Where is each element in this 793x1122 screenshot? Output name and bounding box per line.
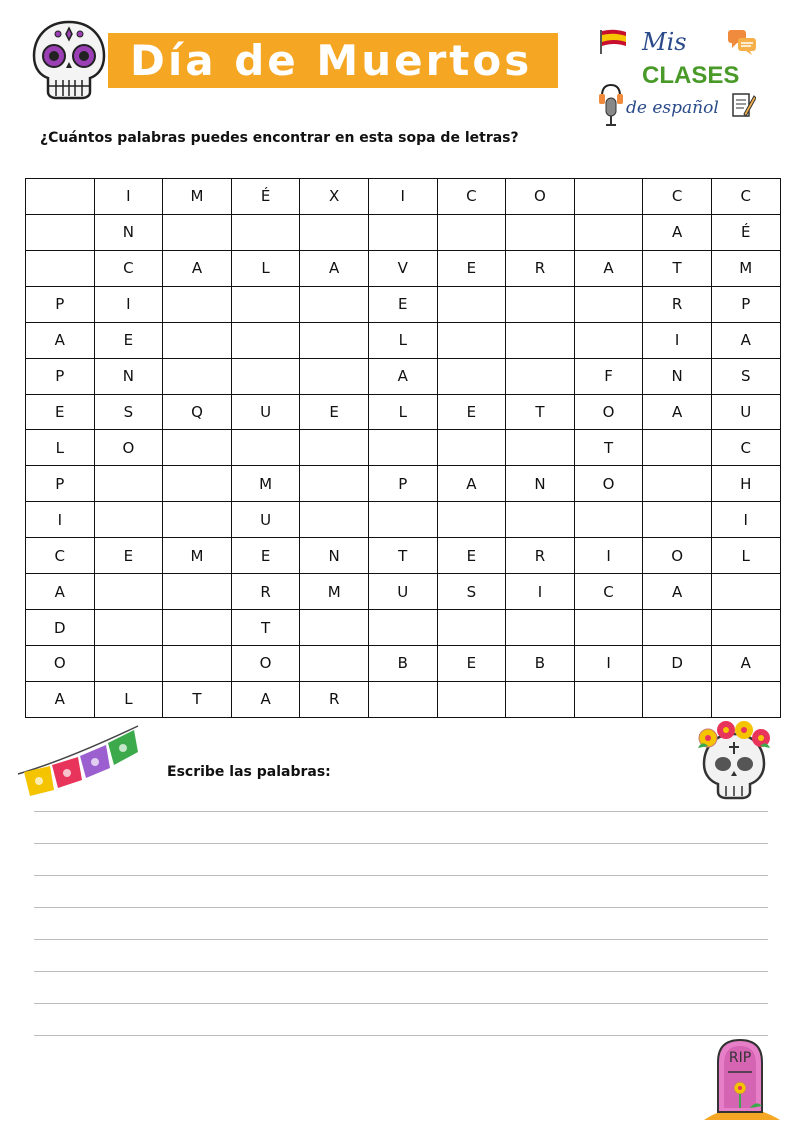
grid-cell bbox=[506, 286, 575, 322]
grid-row bbox=[26, 645, 781, 681]
grid-cell bbox=[643, 681, 712, 717]
grid-cell bbox=[643, 466, 712, 502]
grid-cell: I bbox=[26, 502, 95, 538]
grid-cell bbox=[437, 430, 506, 466]
grid-cell: M bbox=[300, 574, 369, 610]
grid-row bbox=[26, 250, 781, 286]
grid-row bbox=[26, 322, 781, 358]
grid-cell: R bbox=[300, 681, 369, 717]
grid-cell bbox=[506, 430, 575, 466]
grid-cell bbox=[437, 214, 506, 250]
grid-cell: I bbox=[94, 179, 163, 215]
grid-cell bbox=[368, 430, 437, 466]
grid-cell bbox=[574, 681, 643, 717]
grid-cell: D bbox=[26, 610, 95, 646]
grid-row bbox=[26, 681, 781, 717]
grid-cell: T bbox=[506, 394, 575, 430]
grid-cell: S bbox=[94, 394, 163, 430]
grid-row bbox=[26, 430, 781, 466]
grid-cell: P bbox=[26, 286, 95, 322]
grid-cell bbox=[300, 214, 369, 250]
grid-cell bbox=[711, 681, 780, 717]
grid-cell: C bbox=[437, 179, 506, 215]
grid-cell: R bbox=[643, 286, 712, 322]
grid-cell bbox=[506, 358, 575, 394]
grid-cell: C bbox=[711, 430, 780, 466]
grid-cell bbox=[437, 322, 506, 358]
grid-cell bbox=[300, 502, 369, 538]
answer-lines bbox=[34, 811, 768, 1067]
flower-skull-icon bbox=[694, 718, 774, 800]
grid-cell: O bbox=[643, 538, 712, 574]
grid-cell bbox=[437, 286, 506, 322]
grid-cell: A bbox=[437, 466, 506, 502]
grid-cell: É bbox=[231, 179, 300, 215]
grid-cell: M bbox=[711, 250, 780, 286]
grid-cell: S bbox=[711, 358, 780, 394]
grid-cell: H bbox=[711, 466, 780, 502]
grid-cell bbox=[574, 214, 643, 250]
grid-cell: R bbox=[506, 250, 575, 286]
papel-picado-icon bbox=[16, 720, 140, 796]
grid-cell: P bbox=[26, 358, 95, 394]
rip-tombstone-icon bbox=[700, 1036, 780, 1120]
grid-cell bbox=[163, 502, 232, 538]
answer-line[interactable] bbox=[34, 875, 768, 876]
grid-cell bbox=[643, 502, 712, 538]
grid-cell: U bbox=[711, 394, 780, 430]
grid-cell bbox=[231, 214, 300, 250]
word-search-grid bbox=[25, 178, 781, 718]
grid-row bbox=[26, 358, 781, 394]
grid-cell: O bbox=[506, 179, 575, 215]
grid-row bbox=[26, 214, 781, 250]
grid-cell: N bbox=[643, 358, 712, 394]
grid-cell bbox=[643, 610, 712, 646]
grid-cell: L bbox=[368, 322, 437, 358]
grid-cell: V bbox=[368, 250, 437, 286]
grid-cell: P bbox=[711, 286, 780, 322]
grid-cell: E bbox=[437, 645, 506, 681]
grid-cell: N bbox=[94, 358, 163, 394]
grid-cell bbox=[231, 322, 300, 358]
grid-cell bbox=[574, 610, 643, 646]
grid-cell: T bbox=[163, 681, 232, 717]
grid-cell bbox=[437, 358, 506, 394]
grid-cell: A bbox=[26, 681, 95, 717]
grid-cell: I bbox=[506, 574, 575, 610]
grid-cell: A bbox=[643, 574, 712, 610]
tomb-text: RIP bbox=[728, 1050, 752, 1066]
grid-cell bbox=[437, 502, 506, 538]
answer-line[interactable] bbox=[34, 971, 768, 972]
grid-cell: I bbox=[643, 322, 712, 358]
grid-cell bbox=[506, 322, 575, 358]
grid-cell bbox=[711, 574, 780, 610]
grid-cell: N bbox=[94, 214, 163, 250]
grid-cell bbox=[163, 358, 232, 394]
grid-cell: I bbox=[574, 538, 643, 574]
grid-cell: M bbox=[163, 179, 232, 215]
grid-cell: A bbox=[300, 250, 369, 286]
grid-cell bbox=[506, 214, 575, 250]
page-title: Día de Muertos bbox=[130, 36, 533, 85]
grid-cell: A bbox=[231, 681, 300, 717]
grid-cell: C bbox=[26, 538, 95, 574]
grid-cell: A bbox=[574, 250, 643, 286]
grid-cell: P bbox=[368, 466, 437, 502]
grid-cell: O bbox=[94, 430, 163, 466]
grid-cell: X bbox=[300, 179, 369, 215]
grid-cell bbox=[231, 358, 300, 394]
grid-cell: N bbox=[300, 538, 369, 574]
grid-cell: E bbox=[94, 538, 163, 574]
grid-row bbox=[26, 286, 781, 322]
instruction-question: ¿Cuántos palabras puedes encontrar en esta sopa de letras? bbox=[40, 130, 519, 146]
grid-row bbox=[26, 574, 781, 610]
grid-row bbox=[26, 502, 781, 538]
grid-cell: A bbox=[26, 322, 95, 358]
grid-cell: M bbox=[163, 538, 232, 574]
grid-cell: M bbox=[231, 466, 300, 502]
spain-flag-icon bbox=[598, 28, 628, 54]
grid-cell bbox=[574, 179, 643, 215]
grid-cell bbox=[437, 610, 506, 646]
grid-cell bbox=[574, 322, 643, 358]
grid-cell: R bbox=[231, 574, 300, 610]
grid-cell bbox=[26, 214, 95, 250]
grid-cell bbox=[300, 322, 369, 358]
grid-cell: E bbox=[231, 538, 300, 574]
grid-cell bbox=[231, 430, 300, 466]
grid-cell: L bbox=[94, 681, 163, 717]
brand-line-espanol: de español bbox=[626, 98, 719, 118]
grid-cell bbox=[506, 610, 575, 646]
grid-cell: E bbox=[437, 394, 506, 430]
grid-cell: L bbox=[231, 250, 300, 286]
grid-cell bbox=[574, 286, 643, 322]
grid-cell: D bbox=[643, 645, 712, 681]
grid-cell bbox=[163, 430, 232, 466]
grid-cell: L bbox=[368, 394, 437, 430]
brand-line-mis: Mis bbox=[642, 28, 687, 56]
grid-cell: I bbox=[368, 179, 437, 215]
grid-cell: B bbox=[506, 645, 575, 681]
grid-row bbox=[26, 394, 781, 430]
grid-cell bbox=[368, 502, 437, 538]
grid-cell: E bbox=[26, 394, 95, 430]
grid-cell: E bbox=[437, 250, 506, 286]
grid-cell: O bbox=[26, 645, 95, 681]
grid-cell: Q bbox=[163, 394, 232, 430]
grid-cell: A bbox=[368, 358, 437, 394]
grid-cell: T bbox=[368, 538, 437, 574]
grid-cell bbox=[163, 214, 232, 250]
grid-cell: L bbox=[711, 538, 780, 574]
grid-cell: T bbox=[643, 250, 712, 286]
grid-cell: C bbox=[574, 574, 643, 610]
grid-cell: O bbox=[574, 466, 643, 502]
grid-row bbox=[26, 610, 781, 646]
answer-line[interactable] bbox=[34, 1035, 768, 1036]
grid-cell: A bbox=[711, 322, 780, 358]
brand-line-clases: CLASES bbox=[642, 62, 740, 89]
grid-cell: U bbox=[231, 502, 300, 538]
grid-cell bbox=[163, 610, 232, 646]
grid-cell: E bbox=[368, 286, 437, 322]
grid-cell: C bbox=[711, 179, 780, 215]
grid-cell: A bbox=[26, 574, 95, 610]
grid-cell: I bbox=[94, 286, 163, 322]
grid-cell bbox=[94, 502, 163, 538]
grid-cell bbox=[368, 214, 437, 250]
answer-line[interactable] bbox=[34, 907, 768, 908]
rip-tombstone bbox=[700, 1036, 780, 1120]
grid-cell: E bbox=[437, 538, 506, 574]
grid-cell: P bbox=[26, 466, 95, 502]
microphone-icon bbox=[598, 82, 624, 128]
answer-line[interactable] bbox=[34, 939, 768, 940]
grid-cell: O bbox=[574, 394, 643, 430]
grid-cell: T bbox=[574, 430, 643, 466]
grid-cell bbox=[437, 681, 506, 717]
grid-row bbox=[26, 466, 781, 502]
grid-cell: F bbox=[574, 358, 643, 394]
grid-cell bbox=[163, 645, 232, 681]
grid-cell bbox=[163, 574, 232, 610]
grid-cell bbox=[231, 286, 300, 322]
answer-line[interactable] bbox=[34, 843, 768, 844]
grid-cell bbox=[163, 466, 232, 502]
grid-cell bbox=[368, 681, 437, 717]
grid-cell bbox=[643, 430, 712, 466]
grid-cell: A bbox=[643, 394, 712, 430]
grid-cell bbox=[506, 502, 575, 538]
grid-cell: O bbox=[231, 645, 300, 681]
write-words-label: Escribe las palabras: bbox=[167, 764, 331, 780]
grid-cell: C bbox=[643, 179, 712, 215]
grid-cell: É bbox=[711, 214, 780, 250]
grid-cell bbox=[94, 574, 163, 610]
grid-cell bbox=[94, 610, 163, 646]
grid-cell: I bbox=[574, 645, 643, 681]
grid-cell: A bbox=[711, 645, 780, 681]
grid-cell: B bbox=[368, 645, 437, 681]
grid-row bbox=[26, 538, 781, 574]
speech-bubbles-icon bbox=[726, 28, 758, 56]
grid-cell bbox=[300, 645, 369, 681]
grid-cell bbox=[94, 645, 163, 681]
grid-cell: E bbox=[300, 394, 369, 430]
grid-cell: L bbox=[26, 430, 95, 466]
grid-cell: R bbox=[506, 538, 575, 574]
sugar-skull-icon bbox=[28, 18, 110, 100]
grid-cell: A bbox=[643, 214, 712, 250]
grid-cell: A bbox=[163, 250, 232, 286]
grid-cell bbox=[368, 610, 437, 646]
grid-cell: T bbox=[231, 610, 300, 646]
grid-cell bbox=[300, 466, 369, 502]
grid-cell bbox=[163, 286, 232, 322]
grid-row bbox=[26, 179, 781, 215]
grid-cell: U bbox=[368, 574, 437, 610]
grid-cell: N bbox=[506, 466, 575, 502]
grid-cell: E bbox=[94, 322, 163, 358]
grid-cell bbox=[300, 358, 369, 394]
grid-cell bbox=[26, 250, 95, 286]
answer-line[interactable] bbox=[34, 1003, 768, 1004]
grid-cell: C bbox=[94, 250, 163, 286]
grid-cell bbox=[94, 466, 163, 502]
brand-logo bbox=[598, 24, 760, 130]
notepad-icon bbox=[730, 90, 756, 120]
grid-cell bbox=[711, 610, 780, 646]
grid-cell bbox=[300, 430, 369, 466]
grid-cell bbox=[506, 681, 575, 717]
grid-cell bbox=[300, 286, 369, 322]
grid-cell: S bbox=[437, 574, 506, 610]
grid-cell bbox=[574, 502, 643, 538]
grid-cell: I bbox=[711, 502, 780, 538]
grid-cell bbox=[163, 322, 232, 358]
grid-cell: U bbox=[231, 394, 300, 430]
grid-cell bbox=[26, 179, 95, 215]
answer-line[interactable] bbox=[34, 811, 768, 812]
grid-cell bbox=[300, 610, 369, 646]
